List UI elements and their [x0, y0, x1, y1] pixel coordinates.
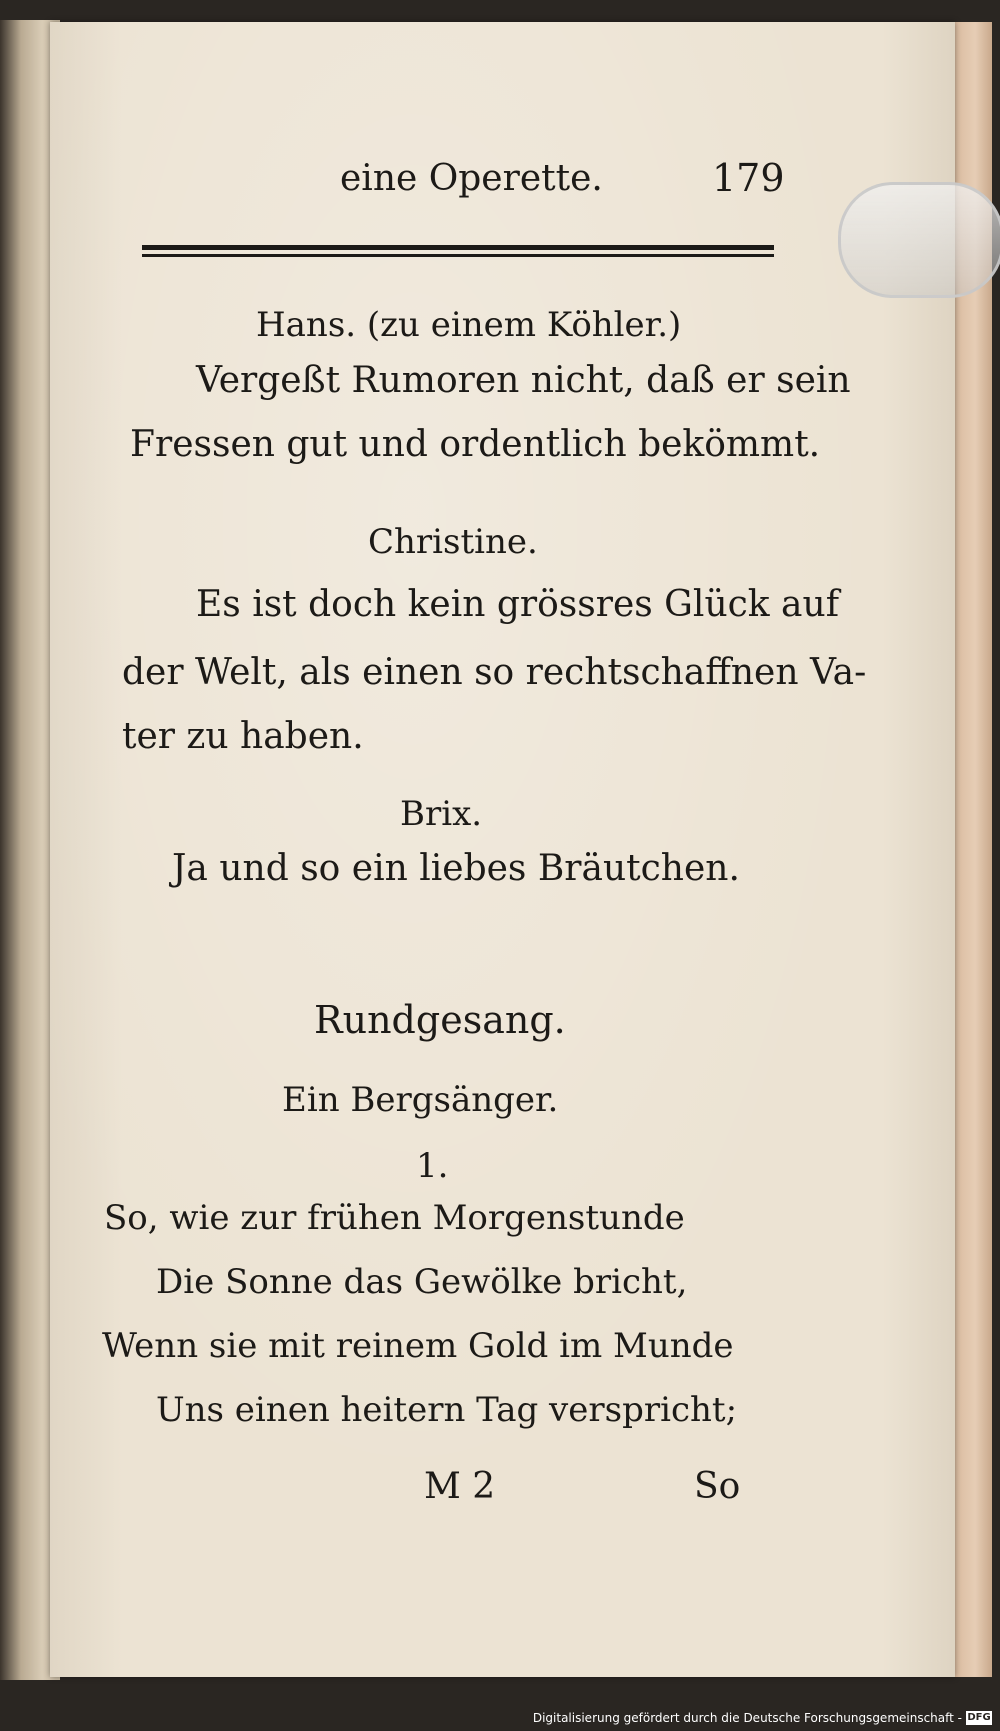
header-rule-thin: [142, 254, 774, 257]
song-singer: Ein Bergsänger.: [282, 1080, 559, 1120]
catchword: So: [694, 1466, 741, 1507]
verse-line: Uns einen heitern Tag verspricht;: [156, 1390, 738, 1430]
verse-line: Wenn sie mit reinem Gold im Munde: [102, 1326, 734, 1366]
page-clip: [838, 182, 1000, 298]
credit-text: Digitalisierung gefördert durch die Deutsche Forschungsgemeinschaft -: [532, 1711, 962, 1725]
header-rule: [142, 245, 774, 250]
stanza-number: 1.: [416, 1146, 449, 1186]
dialogue-line: Fressen gut und ordentlich bekömmt.: [130, 424, 821, 465]
dfg-logo: DFG: [967, 1712, 991, 1723]
speaker-hans: Hans. (zu einem Köhler.): [256, 305, 682, 345]
dialogue-line: Es ist doch kein grössres Glück auf: [196, 584, 840, 625]
dialogue-line: der Welt, als einen so rechtschaffnen Va-: [122, 652, 867, 693]
dialogue-line: ter zu haben.: [122, 716, 364, 757]
speaker-christine: Christine.: [368, 522, 538, 562]
song-title: Rundgesang.: [314, 998, 566, 1042]
dialogue-line: Vergeßt Rumoren nicht, daß er sein: [196, 360, 851, 401]
page-number: 179: [712, 156, 785, 200]
signature-mark: M 2: [424, 1466, 496, 1507]
speaker-brix: Brix.: [400, 794, 483, 834]
verse-line: So, wie zur frühen Morgenstunde: [104, 1198, 685, 1238]
verse-line: Die Sonne das Gewölke bricht,: [156, 1262, 688, 1302]
dialogue-line: Ja und so ein liebes Bräutchen.: [172, 848, 740, 889]
running-header: eine Operette.: [340, 158, 603, 199]
